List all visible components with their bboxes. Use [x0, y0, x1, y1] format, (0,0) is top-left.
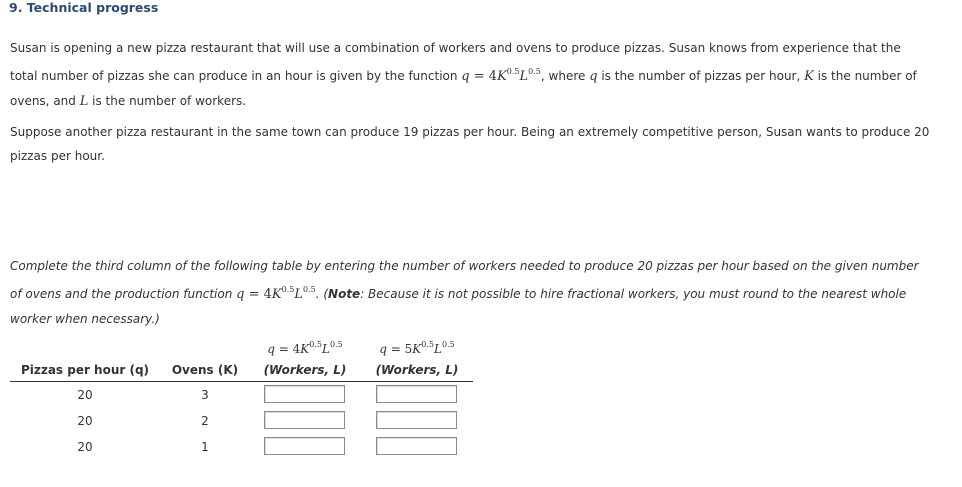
- header-pizzas: Pizzas per hour (q): [20, 363, 150, 377]
- instruction-formula: $q = 4K^{0.5}L^{0.5}$: [236, 285, 316, 302]
- workers-input-4k-row1[interactable]: [264, 385, 345, 403]
- header-divider: [10, 381, 473, 382]
- header-workers-b: (Workers, L): [375, 363, 459, 377]
- ovens-cell: 1: [201, 440, 209, 454]
- note-label: Note: [328, 287, 361, 301]
- workers-input-4k-row3[interactable]: [264, 437, 345, 455]
- question-title: 9. Technical progress: [9, 0, 159, 15]
- header-workers-a: (Workers, L): [263, 363, 347, 377]
- ovens-cell: 2: [201, 414, 209, 428]
- scenario-paragraph: Suppose another pizza restaurant in the same town can produce 19 pizzas per hour. Being an extremely competitive person, Susan wants to produce 20 pizzas per hour.: [10, 125, 930, 163]
- pizzas-cell: 20: [77, 414, 93, 428]
- formula-header-a: $q = 4K^{0.5}L^{0.5}$: [267, 340, 343, 356]
- intro-paragraph: Susan is opening a new pizza restaurant that will use a combination of workers and ovens to produce pizzas. Susan knows from experience that the total number of pizzas she can produce in an hour is given by the function $q = 4K^{0.5}L^{0.5}$, where q is the number of pizzas per hour, K is the number of ovens, and L is the number of workers.: [10, 41, 917, 109]
- workers-input-5k-row3[interactable]: [376, 437, 457, 455]
- ovens-cell: 3: [201, 388, 209, 402]
- production-function-formula: $q = 4K^{0.5}L^{0.5}$: [461, 67, 541, 84]
- instructions-paragraph: Complete the third column of the following table by entering the number of workers needed to produce 20 pizzas per hour based on the given number of ovens and the production function $q = 4K^{0.5}L^{0.5}$. (Note: Because it is not possible to hire fractional workers, you must round to the nearest whole worker when necessary.): [10, 259, 919, 326]
- header-ovens: Ovens (K): [171, 363, 239, 377]
- pizzas-cell: 20: [77, 388, 93, 402]
- formula-header-b: $q = 5K^{0.5}L^{0.5}$: [379, 340, 455, 356]
- workers-input-4k-row2[interactable]: [264, 411, 345, 429]
- pizzas-cell: 20: [77, 440, 93, 454]
- workers-input-5k-row2[interactable]: [376, 411, 457, 429]
- workers-input-5k-row1[interactable]: [376, 385, 457, 403]
